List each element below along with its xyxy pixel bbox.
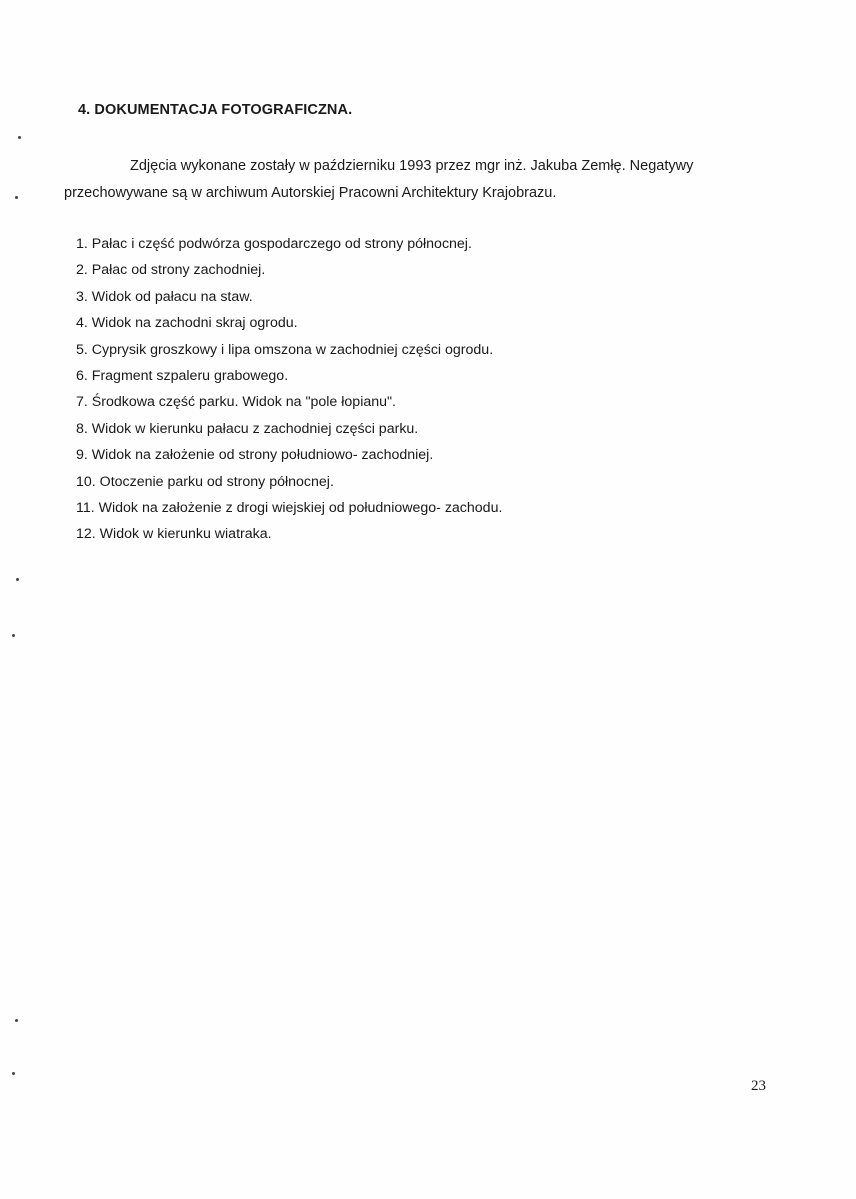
photo-list-item: 7. Środkowa część parku. Widok na "pole łopianu". <box>76 394 397 411</box>
photo-list-item: 4. Widok na zachodni skraj ogrodu. <box>76 315 298 332</box>
photo-list-item: 1. Pałac i część podwórza gospodarczego od strony północnej. <box>76 236 472 252</box>
photo-list-item: 8. Widok w kierunku pałacu z zachodniej części parku. <box>76 420 419 437</box>
page-number: 23 <box>751 1078 766 1094</box>
scan-speck <box>12 634 15 637</box>
section-heading: 4. DOKUMENTACJA FOTOGRAFICZNA. <box>78 102 353 118</box>
scan-speck <box>15 1019 18 1022</box>
intro-line-1: Zdjęcia wykonane zostały w październiku 1993 przez mgr inż. Jakuba Zemłę. Negatywy <box>130 158 694 174</box>
scan-speck <box>16 578 19 581</box>
scan-speck <box>12 1072 15 1075</box>
photo-list-item: 9. Widok na założenie od strony południowo- zachodniej. <box>76 447 434 464</box>
photo-list-item: 2. Pałac od strony zachodniej. <box>76 262 266 279</box>
intro-paragraph <box>64 153 744 207</box>
photo-list-item: 12. Widok w kierunku wiatraka. <box>76 526 272 543</box>
photo-list-item: 3. Widok od pałacu na staw. <box>76 288 253 305</box>
photo-list <box>76 231 502 548</box>
scan-speck <box>18 136 21 139</box>
photo-list-item: 6. Fragment szpaleru grabowego. <box>76 368 289 385</box>
scan-speck <box>15 196 18 199</box>
photo-list-item: 11. Widok na założenie z drogi wiejskiej od południowego- zachodu. <box>76 500 503 517</box>
intro-line-2: przechowywane są w archiwum Autorskiej Pracowni Architektury Krajobrazu. <box>64 185 557 201</box>
photo-list-item: 5. Cyprysik groszkowy i lipa omszona w zachodniej części ogrodu. <box>76 341 494 358</box>
photo-list-item: 10. Otoczenie parku od strony północnej. <box>76 473 334 490</box>
